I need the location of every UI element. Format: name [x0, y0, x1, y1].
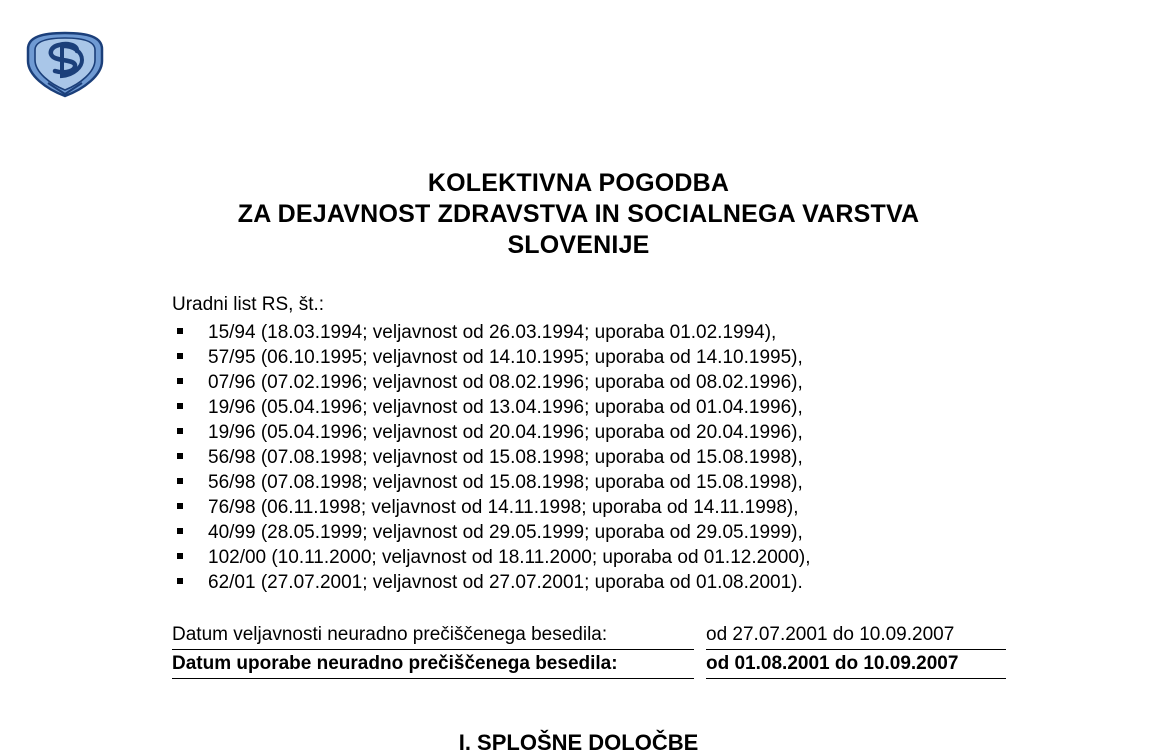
- list-item: [172, 545, 1072, 570]
- document-title: [0, 168, 1157, 261]
- validity-date-value: od 27.07.2001 do 10.09.2007: [706, 621, 1006, 650]
- square-bullet-icon: [177, 553, 183, 559]
- validity-date-label: Datum veljavnosti neuradno prečiščenega besedila:: [172, 621, 694, 650]
- sd-shield-logo-icon: [22, 31, 108, 98]
- document-title-line-3: SLOVENIJE: [507, 231, 650, 259]
- gazette-entry-list: [172, 320, 1072, 595]
- list-item-label: 07/96 (07.02.1996; veljavnost od 08.02.1996; uporaba od 08.02.1996),: [208, 372, 803, 393]
- usage-date-label: Datum uporabe neuradno prečiščenega besedila:: [172, 650, 694, 679]
- list-item: [172, 470, 1072, 495]
- list-item-label: 40/99 (28.05.1999; veljavnost od 29.05.1999; uporaba od 29.05.1999),: [208, 522, 803, 543]
- list-item-label: 56/98 (07.08.1998; veljavnost od 15.08.1998; uporaba od 15.08.1998),: [208, 472, 803, 493]
- official-gazette-label: Uradni list RS, št.:: [172, 294, 325, 315]
- list-item: [172, 345, 1072, 370]
- square-bullet-icon: [177, 428, 183, 434]
- list-item: [172, 395, 1072, 420]
- square-bullet-icon: [177, 578, 183, 584]
- document-body: [172, 292, 1072, 679]
- list-item: [172, 520, 1072, 545]
- square-bullet-icon: [177, 528, 183, 534]
- list-item: [172, 445, 1072, 470]
- list-item-label: 76/98 (06.11.1998; veljavnost od 14.11.1998; uporaba od 14.11.1998),: [208, 497, 799, 518]
- list-item: [172, 370, 1072, 395]
- square-bullet-icon: [177, 503, 183, 509]
- list-item-label: 102/00 (10.11.2000; veljavnost od 18.11.2000; uporaba od 01.12.2000),: [208, 547, 811, 568]
- square-bullet-icon: [177, 403, 183, 409]
- square-bullet-icon: [177, 353, 183, 359]
- list-item-label: 15/94 (18.03.1994; veljavnost od 26.03.1994; uporaba 01.02.1994),: [208, 322, 777, 343]
- document-title-line-2: ZA DEJAVNOST ZDRAVSTVA IN SOCIALNEGA VARSTVA: [237, 200, 920, 228]
- list-item-label: 19/96 (05.04.1996; veljavnost od 20.04.1996; uporaba od 20.04.1996),: [208, 422, 803, 443]
- list-item: [172, 570, 1072, 595]
- list-item-label: 56/98 (07.08.1998; veljavnost od 15.08.1998; uporaba od 15.08.1998),: [208, 447, 803, 468]
- list-item: [172, 420, 1072, 445]
- document-title-line-1: KOLEKTIVNA POGODBA: [427, 169, 730, 197]
- validity-date-row: [172, 621, 1072, 650]
- usage-date-value: od 01.08.2001 do 10.09.2007: [706, 650, 1006, 679]
- list-item: [172, 320, 1072, 345]
- section-heading: I. SPLOŠNE DOLOČBE: [458, 730, 699, 755]
- list-item-label: 62/01 (27.07.2001; veljavnost od 27.07.2001; uporaba od 01.08.2001).: [208, 572, 803, 593]
- list-item-label: 57/95 (06.10.1995; veljavnost od 14.10.1995; uporaba od 14.10.1995),: [208, 347, 803, 368]
- list-item: [172, 495, 1072, 520]
- validity-block: [172, 621, 1072, 679]
- usage-date-row: [172, 650, 1072, 679]
- list-item-label: 19/96 (05.04.1996; veljavnost od 13.04.1996; uporaba od 01.04.1996),: [208, 397, 803, 418]
- square-bullet-icon: [177, 453, 183, 459]
- square-bullet-icon: [177, 478, 183, 484]
- square-bullet-icon: [177, 378, 183, 384]
- square-bullet-icon: [177, 328, 183, 334]
